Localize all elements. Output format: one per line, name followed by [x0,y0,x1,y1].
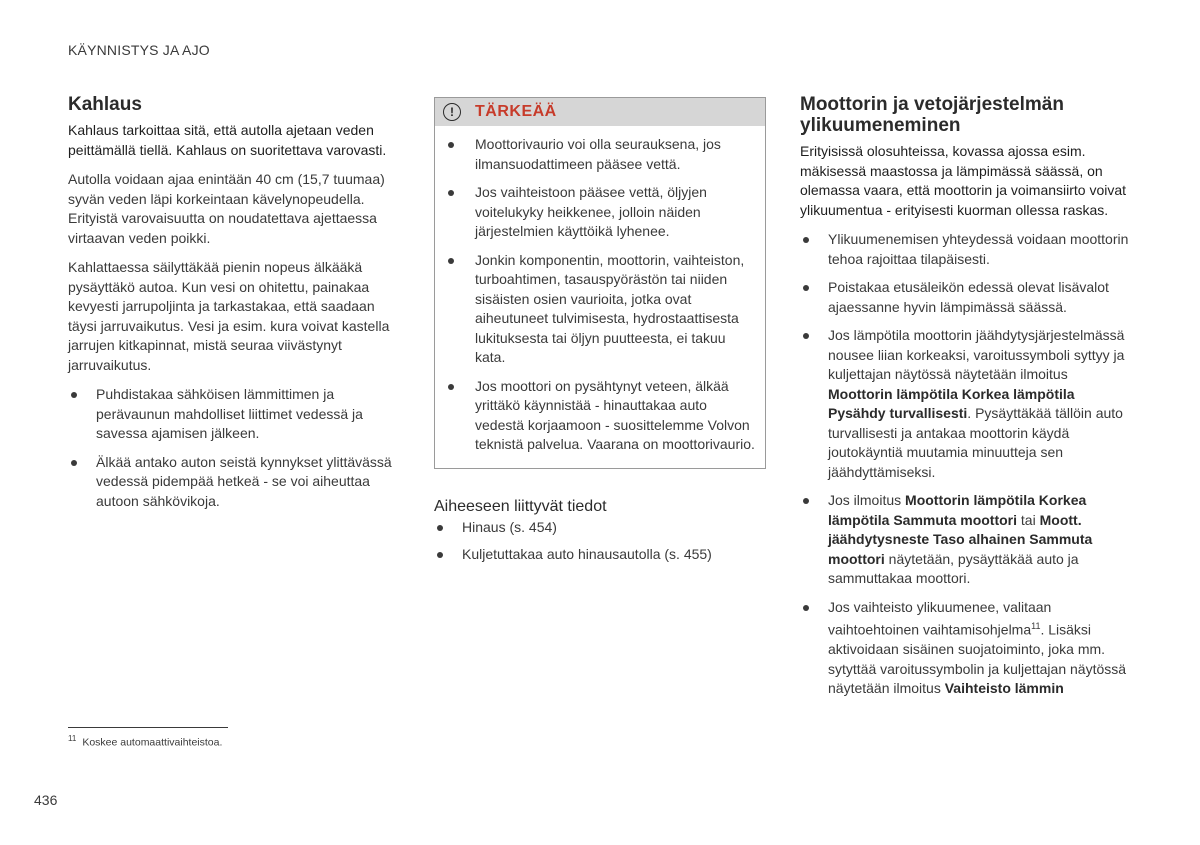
footnote [68,734,222,749]
list-item: Moottorivaurio voi olla seurauksena, jos ilmansuodattimeen pääsee vettä. [445,135,755,174]
text-segment: Jos lämpötila moottorin jäähdytysjärjestelmässä nousee liian korkeaksi, varoitussymboli syttyy ja kuljettajan näytössä näytetään ilmoitus [828,327,1125,382]
related-title: Aiheeseen liittyvät tiedot [434,497,607,515]
overheating-title: Moottorin ja vetojärjestelmän ylikuumeneminen [800,94,1064,136]
list-item [800,326,1132,482]
warning-list [445,135,755,455]
footnote-divider [68,727,228,728]
text-segment: tai [1017,511,1040,528]
list-item: Jos moottori on pysähtynyt veteen, älkää yrittäkö käynnistää - hinauttakaa auto vedestä korjaamoon - suosittelemme Volvon teknistä palvelua. Vaarana on moottorivaurio. [445,377,755,455]
wading-lead: Kahlaus tarkoittaa sitä, että autolla ajetaan veden peittämällä tiellä. Kahlaus on suoritettava varovasti. [68,122,387,158]
wading-paragraph-2: Kahlattaessa säilyttäkää pienin nopeus älkääkä pysäyttäkö autoa. Kun vesi on ohitettu, painakaa kevyesti jarrupoljinta ja tarkastakaa, että saadaan täysi jarruvaikutus. Vesi ja esim. kura voivat kastella jarrujen kitkapinnat, mistä seuraa viivästynyt jarruvaikutus. [68,259,390,373]
related-topics [434,497,766,565]
list-item [800,598,1132,699]
warning-title: TÄRKEÄÄ [475,103,557,121]
list-item: Puhdistakaa sähköisen lämmittimen ja perävaunun mahdolliset liittimet vedessä ja savessa ajamisen jälkeen. [68,385,398,444]
list-item [800,491,1132,589]
display-message: Moott. jäähdytysneste Taso alhainen Sammuta moottori [828,511,1093,567]
text-segment: näytetään, pysäyttäkää auto ja sammuttakaa moottori. [828,550,1079,586]
wading-paragraph-1: Autolla voidaan ajaa enintään 40 cm (15,7 tuumaa) syvän veden läpi korkeintaan kävelynopeudella. Erityistä varovaisuutta on noudatettava ajettaessa virtaavan veden poikki. [68,171,385,246]
text-segment: Jos ilmoitus [828,492,906,508]
warning-box [434,97,766,469]
column-warning [434,97,766,571]
section-header: KÄYNNISTYS JA AJO [68,42,210,58]
footnote-ref[interactable]: 11 [1031,621,1041,631]
column-wading [68,94,398,520]
column-overheating [800,94,1132,708]
page-number: 436 [34,792,58,808]
footnote-text: Koskee automaattivaihteistoa. [82,736,223,749]
list-item: Älkää antako auton seistä kynnykset ylittävässä vedessä pidempää hetkeä - se voi aiheuttaa autoon sähkövikoja. [68,453,398,512]
list-item: Jonkin komponentin, moottorin, vaihteiston, turboahtimen, tasauspyörästön tai niiden sisäisten osien vaurioita, jotka ovat aiheutuneet tulvimisesta, hydrostaattisesta lukituksesta tai öljyn puutteesta, ei takuu kata. [445,251,755,368]
text-segment: . Pysäyttäkää tällöin auto turvallisesti ja antakaa moottorin käydä joutokäyntiä muutamia minuutteja sen jäähdyttämiseksi. [828,405,1123,480]
warning-icon: ! [443,103,461,121]
text-segment: . Lisäksi aktivoidaan sisäinen suojatoiminto, joka mm. sytyttää varoitussymbolin ja kuljettajan näytössä näytetään ilmoitus [828,621,1127,697]
overheating-bullets [800,230,1132,699]
wading-bullets [68,385,398,511]
display-message: Moottorin lämpötila Korkea lämpötila Pysähdy turvallisesti [828,385,1075,421]
warning-header [435,98,765,126]
related-link-towing[interactable]: Hinaus (s. 454) [434,518,766,538]
display-message: Vaihteisto lämmin [944,680,1064,697]
list-item: Jos vaihteistoon pääsee vettä, öljyjen voitelukyky heikkenee, jolloin näiden järjestelmien käyttöikä lyhenee. [445,183,755,242]
list-item: Ylikuumenemisen yhteydessä voidaan moottorin tehoa rajoittaa tilapäisesti. [800,230,1132,269]
footnote-number: 11 [68,734,77,743]
display-message: Moottorin lämpötila Korkea lämpötila Sammuta moottori [828,492,1087,528]
related-link-tow-truck[interactable]: Kuljetuttakaa auto hinausautolla (s. 455) [434,545,766,565]
related-list [434,518,766,564]
list-item: Poistakaa etusäleikön edessä olevat lisävalot ajaessanne hyvin lämpimässä säässä. [800,278,1132,317]
warning-body [435,126,765,468]
overheating-lead: Erityisissä olosuhteissa, kovassa ajossa esim. mäkisessä maastossa ja lämpimässä säässä, on olemassa vaara, että moottorin ja voimansiirto voivat ylikuumentua - erityisesti kuorman ollessa raskas. [800,143,1127,218]
wading-title: Kahlaus [68,94,142,115]
text-segment: Jos vaihteisto ylikuumenee, valitaan vaihtoehtoinen vaihtamisohjelma [828,598,1052,638]
